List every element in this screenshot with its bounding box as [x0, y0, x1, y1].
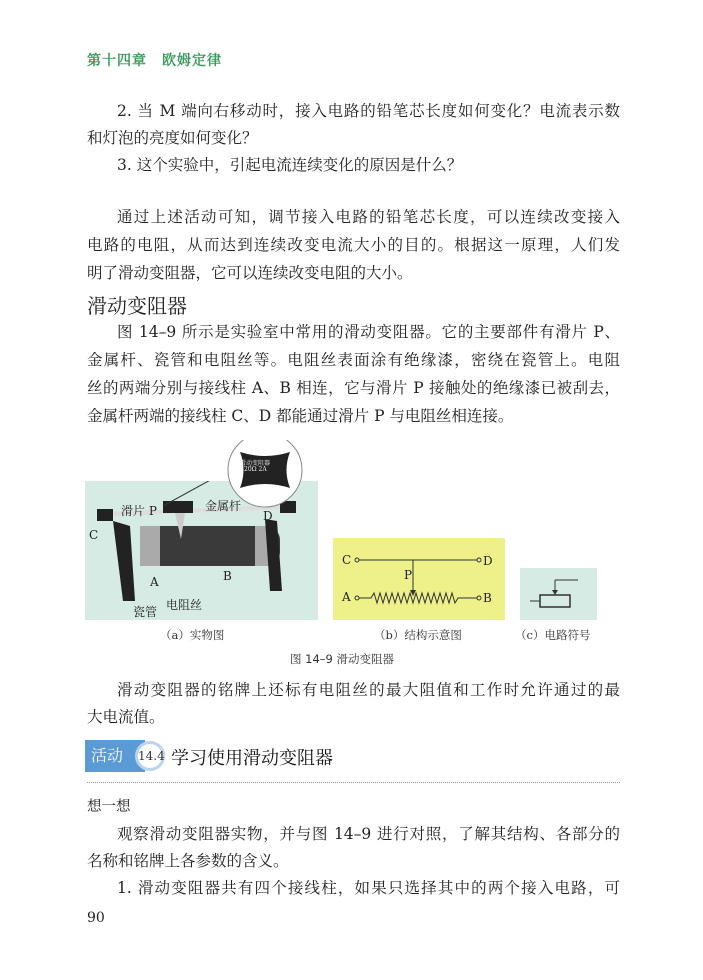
paragraph-line: 大电流值。 — [87, 708, 165, 726]
label-rod: 金属杆 — [205, 499, 242, 513]
nameplate-rating: 20Ω 2A — [244, 466, 267, 473]
paragraph-line: 丝的两端分别与接线柱 A、B 相连，它与滑片 P 接触处的绝缘漆已被刮去， — [87, 379, 620, 397]
think-heading: 想一想 — [87, 799, 131, 815]
schematic-D: D — [483, 554, 493, 568]
caption-c: （c）电路符号 — [515, 628, 591, 642]
caption-b: （b）结构示意图 — [374, 628, 462, 642]
chapter-header: 第十四章 欧姆定律 — [87, 53, 222, 69]
label-wire: 电阻丝 — [166, 598, 203, 612]
paragraph-line: 1. 滑动变阻器共有四个接线柱，如果只选择其中的两个接入电路，可 — [117, 879, 620, 897]
label-slider: 滑片 P — [121, 504, 157, 518]
caption-a: （a）实物图 — [160, 628, 225, 642]
question-2-line1: 2. 当 M 端向右移动时，接入电路的铅笔芯长度如何变化？电流表示数 — [117, 102, 620, 120]
label-C: C — [89, 528, 99, 542]
activity-title: 学习使用滑动变阻器 — [171, 748, 333, 769]
schematic-A: A — [342, 590, 351, 604]
paragraph-line: 观察滑动变阻器实物，并与图 14–9 进行对照，了解其结构、各部分的 — [117, 825, 620, 843]
paragraph-line: 通过上述活动可知，调节接入电路的铅笔芯长度，可以连续改变接入 — [117, 208, 620, 226]
figure-title: 图 14–9 滑动变阻器 — [290, 652, 395, 666]
nameplate-text: 滑动变阻器 — [240, 460, 271, 467]
label-D: D — [263, 509, 273, 523]
paragraph-line: 名称和铭牌上各参数的含义。 — [87, 852, 289, 870]
label-A: A — [150, 575, 159, 589]
question-3: 3. 这个实验中，引起电流连续变化的原因是什么？ — [117, 156, 463, 174]
label-B: B — [223, 569, 232, 583]
page-number: 90 — [87, 910, 105, 926]
schematic-B: B — [483, 591, 492, 605]
paragraph-line: 明了滑动变阻器，它可以连续改变电阻的大小。 — [87, 264, 413, 282]
paragraph-line: 金属杆两端的接线柱 C、D 都能通过滑片 P 与电阻丝相连接。 — [87, 407, 514, 425]
paragraph-line: 滑动变阻器的铭牌上还标有电阻丝的最大阻值和工作时允许通过的最 — [117, 681, 620, 699]
rheostat-symbol — [520, 568, 597, 620]
label-tube: 瓷管 — [133, 605, 158, 619]
schematic-C: C — [342, 553, 352, 567]
symbol-panel — [520, 568, 597, 620]
question-2-line2: 和灯泡的亮度如何变化？ — [87, 129, 258, 147]
section-title: 滑动变阻器 — [87, 294, 187, 318]
paragraph-line: 图 14–9 所示是实验室中常用的滑动变阻器。它的主要部件有滑片 P、 — [117, 323, 620, 341]
schematic-diagram — [333, 538, 505, 620]
divider — [87, 782, 620, 783]
schematic-P: P — [404, 568, 413, 582]
schematic-panel — [333, 538, 505, 620]
activity-tag: 活动 — [85, 740, 145, 772]
activity-number: 14.4 — [135, 741, 165, 771]
paragraph-line: 电路的电阻，从而达到连续改变电流大小的目的。根据这一原理，人们发 — [87, 236, 620, 254]
paragraph-line: 金属杆、瓷管和电阻丝等。电阻丝表面涂有绝缘漆，密绕在瓷管上。电阻 — [87, 351, 620, 369]
